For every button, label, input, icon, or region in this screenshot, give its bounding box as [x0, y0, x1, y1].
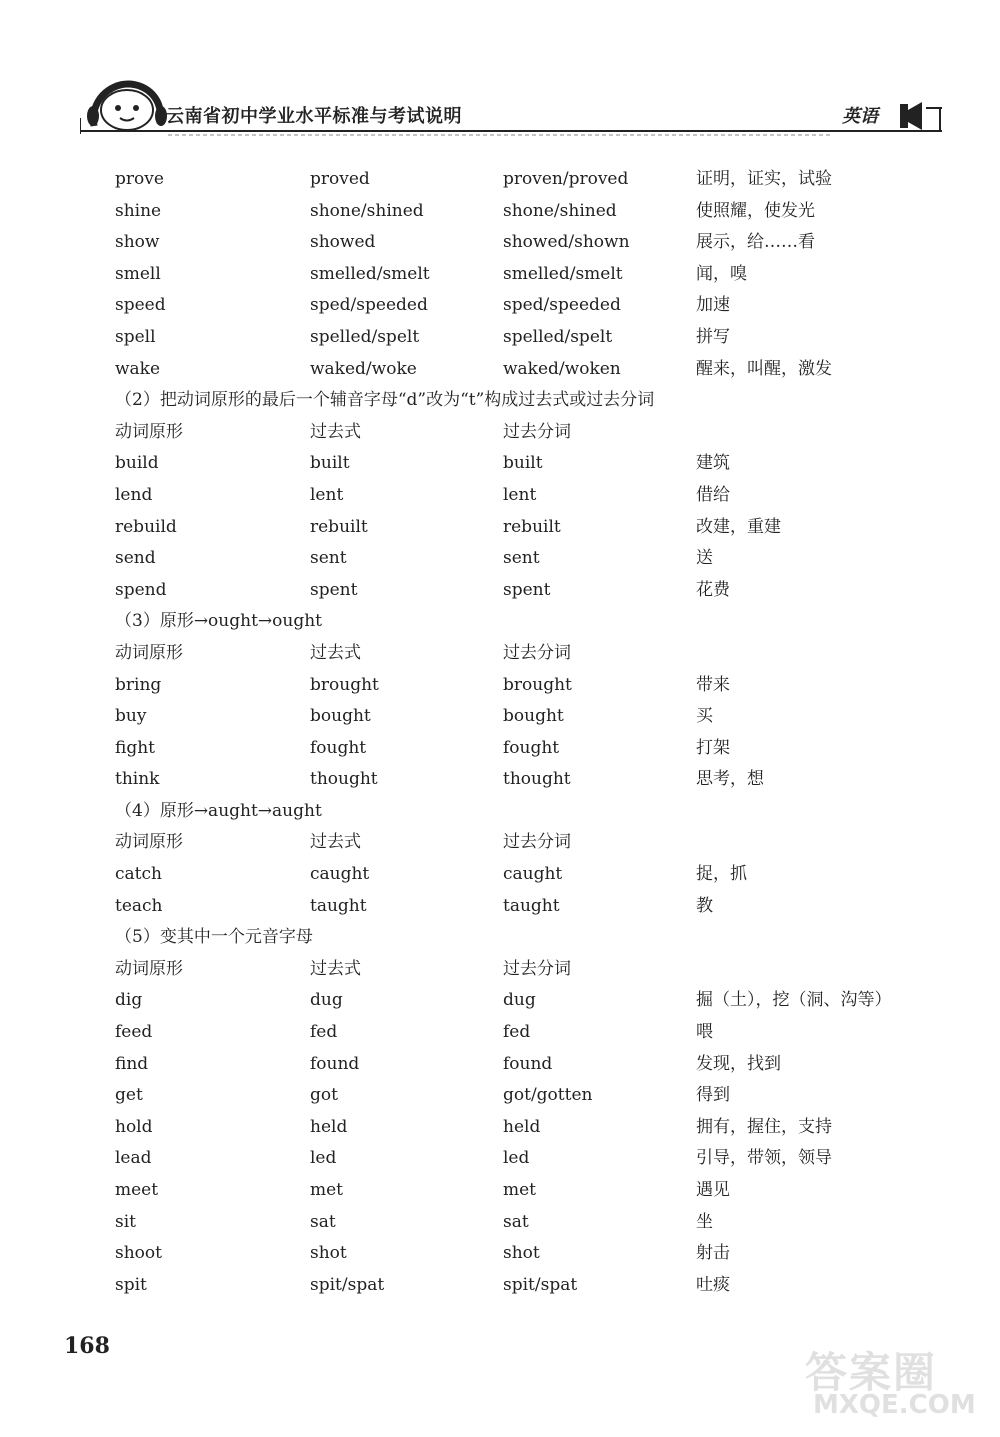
book-title: 云南省初中学业水平标准与考试说明: [166, 106, 462, 127]
column-header-row: [115, 827, 935, 859]
past-participle: bought: [503, 706, 564, 727]
table-row: [115, 891, 935, 923]
past-participle: thought: [503, 769, 571, 790]
base-form: speed: [115, 295, 166, 316]
meaning: 买: [696, 706, 713, 727]
past-tense: got: [310, 1085, 338, 1106]
table-row: [115, 859, 935, 891]
base-form: smell: [115, 263, 161, 284]
base-form: wake: [115, 358, 161, 379]
past-tense: rebuilt: [310, 516, 368, 537]
past-tense: 过去式: [310, 832, 361, 853]
subject-label: 英语: [842, 106, 878, 127]
table-row: [115, 480, 935, 512]
meaning: 送: [696, 548, 713, 569]
table-row: [115, 764, 935, 796]
base-form: dig: [115, 990, 143, 1011]
past-tense: brought: [310, 674, 379, 695]
past-tense: spent: [310, 579, 358, 600]
verb-table: [115, 164, 935, 1301]
meaning: 引导，带领，领导: [696, 1148, 832, 1169]
past-tense: sent: [310, 548, 347, 569]
meaning: 喂: [696, 1022, 713, 1043]
base-form: lend: [115, 484, 153, 505]
past-tense: built: [310, 453, 350, 474]
meaning: 闻，嗅: [696, 263, 747, 284]
section-text: （3）原形→ought→ought: [115, 611, 322, 632]
section-text: （5）变其中一个元音字母: [115, 927, 313, 948]
past-participle: waked/woken: [503, 358, 621, 379]
past-participle: fought: [503, 737, 560, 758]
past-participle: sent: [503, 548, 540, 569]
past-participle: brought: [503, 674, 572, 695]
column-header-row: [115, 954, 935, 986]
meaning: 借给: [696, 484, 730, 505]
past-participle: shot: [503, 1243, 540, 1264]
past-participle: sped/speeded: [503, 295, 621, 316]
past-tense: 过去式: [310, 421, 361, 442]
past-participle: built: [503, 453, 543, 474]
base-form: build: [115, 453, 159, 474]
base-form: show: [115, 232, 160, 253]
past-participle: got/gotten: [503, 1085, 593, 1106]
past-participle: 过去分词: [503, 958, 571, 979]
table-row: [115, 512, 935, 544]
past-tense: sped/speeded: [310, 295, 428, 316]
meaning: 教: [696, 895, 713, 916]
base-form: spit: [115, 1274, 147, 1295]
base-form: bring: [115, 674, 162, 695]
past-participle: dug: [503, 990, 536, 1011]
base-form: feed: [115, 1022, 153, 1043]
speaker-icon: [900, 102, 942, 131]
past-participle: caught: [503, 864, 563, 885]
section-title: [115, 796, 935, 828]
meaning: 得到: [696, 1085, 730, 1106]
past-participle: smelled/smelt: [503, 263, 623, 284]
past-participle: spent: [503, 579, 551, 600]
table-row: [115, 1112, 935, 1144]
base-form: 动词原形: [115, 421, 183, 442]
past-tense: showed: [310, 232, 376, 253]
base-form: shoot: [115, 1243, 162, 1264]
meaning: 拥有，握住，支持: [696, 1116, 832, 1137]
past-participle: 过去分词: [503, 642, 571, 663]
section-text: （4）原形→aught→aught: [115, 800, 322, 821]
base-form: buy: [115, 706, 147, 727]
base-form: 动词原形: [115, 642, 183, 663]
table-row: [115, 448, 935, 480]
meaning: 证明，证实，试验: [696, 169, 832, 189]
table-row: [115, 1207, 935, 1239]
base-form: send: [115, 548, 156, 569]
past-participle: spelled/spelt: [503, 326, 613, 347]
past-participle: spit/spat: [503, 1274, 578, 1295]
base-form: teach: [115, 895, 163, 916]
table-row: [115, 733, 935, 765]
table-row: [115, 164, 935, 196]
table-row: [115, 322, 935, 354]
meaning: 改建，重建: [696, 516, 781, 537]
past-tense: thought: [310, 769, 378, 790]
past-tense: fed: [310, 1022, 338, 1043]
past-tense: shone/shined: [310, 200, 424, 221]
past-participle: led: [503, 1148, 530, 1169]
meaning: 吐痰: [696, 1274, 730, 1295]
meaning: 展示，给……看: [696, 232, 815, 253]
past-participle: showed/shown: [503, 232, 630, 253]
base-form: fight: [115, 737, 156, 758]
column-header-row: [115, 417, 935, 449]
past-participle: lent: [503, 484, 537, 505]
past-participle: shone/shined: [503, 200, 617, 221]
meaning: 建筑: [696, 453, 730, 474]
base-form: get: [115, 1085, 143, 1106]
base-form: think: [115, 769, 160, 790]
past-participle: rebuilt: [503, 516, 561, 537]
base-form: prove: [115, 169, 164, 189]
past-tense: held: [310, 1116, 348, 1137]
base-form: shine: [115, 200, 162, 221]
mascot-icon: [87, 84, 167, 130]
meaning: 花费: [696, 579, 730, 600]
table-row: [115, 1143, 935, 1175]
meaning: 遇见: [696, 1180, 730, 1200]
meaning: 带来: [696, 674, 730, 695]
base-form: spell: [115, 326, 156, 347]
section-text: （2）把动词原形的最后一个辅音字母“d”改为“t”构成过去式或过去分词: [115, 390, 655, 411]
page-header: [80, 78, 942, 138]
past-participle: sat: [503, 1211, 529, 1232]
past-tense: 过去式: [310, 642, 361, 663]
past-tense: proved: [310, 169, 370, 189]
base-form: 动词原形: [115, 958, 183, 979]
meaning: 发现，找到: [696, 1053, 781, 1074]
table-row: [115, 259, 935, 291]
past-tense: fought: [310, 737, 367, 758]
past-tense: found: [310, 1053, 360, 1074]
past-tense: lent: [310, 484, 344, 505]
meaning: 坐: [696, 1211, 713, 1232]
column-header-row: [115, 638, 935, 670]
table-row: [115, 196, 935, 228]
meaning: 掘（土），挖（洞、沟等）: [696, 990, 892, 1011]
base-form: catch: [115, 864, 162, 885]
table-row: [115, 575, 935, 607]
table-row: [115, 354, 935, 386]
section-title: [115, 606, 935, 638]
past-tense: smelled/smelt: [310, 263, 430, 284]
meaning: 捉，抓: [696, 864, 747, 885]
past-tense: sat: [310, 1211, 336, 1232]
table-row: [115, 1080, 935, 1112]
page-number: 168: [64, 1333, 110, 1359]
watermark-line2: MXQE.COM: [813, 1390, 976, 1420]
base-form: hold: [115, 1116, 153, 1137]
past-tense: bought: [310, 706, 371, 727]
table-row: [115, 543, 935, 575]
table-row: [115, 1049, 935, 1081]
meaning: 使照耀，使发光: [696, 200, 815, 221]
base-form: find: [115, 1053, 149, 1074]
past-tense: spelled/spelt: [310, 326, 420, 347]
past-participle: 过去分词: [503, 832, 571, 853]
base-form: lead: [115, 1148, 152, 1169]
table-row: [115, 290, 935, 322]
table-row: [115, 1017, 935, 1049]
table-row: [115, 985, 935, 1017]
past-participle: proven/proved: [503, 169, 629, 189]
meaning: 打架: [696, 737, 730, 758]
table-row: [115, 701, 935, 733]
past-participle: fed: [503, 1022, 531, 1043]
meaning: 拼写: [696, 326, 730, 347]
past-tense: shot: [310, 1243, 347, 1264]
table-row: [115, 670, 935, 702]
meaning: 思考，想: [696, 769, 764, 790]
base-form: meet: [115, 1180, 159, 1200]
base-form: sit: [115, 1211, 136, 1232]
base-form: 动词原形: [115, 832, 183, 853]
base-form: spend: [115, 579, 167, 600]
table-row: [115, 1175, 935, 1207]
table-row: [115, 1270, 935, 1302]
past-tense: led: [310, 1148, 337, 1169]
past-tense: waked/woke: [310, 358, 417, 379]
past-participle: 过去分词: [503, 421, 571, 442]
past-tense: taught: [310, 895, 367, 916]
past-participle: met: [503, 1180, 537, 1200]
past-tense: 过去式: [310, 958, 361, 979]
section-title: [115, 385, 935, 417]
watermark: [765, 1340, 995, 1435]
past-tense: dug: [310, 990, 343, 1011]
table-row: [115, 1238, 935, 1270]
past-tense: met: [310, 1180, 344, 1200]
past-tense: spit/spat: [310, 1274, 385, 1295]
watermark-line1: 答案圈: [805, 1348, 938, 1397]
table-row: [115, 227, 935, 259]
past-tense: caught: [310, 864, 370, 885]
meaning: 加速: [696, 295, 730, 316]
past-participle: taught: [503, 895, 560, 916]
past-participle: held: [503, 1116, 541, 1137]
meaning: 醒来，叫醒，激发: [696, 358, 832, 379]
base-form: rebuild: [115, 516, 177, 537]
section-title: [115, 922, 935, 954]
past-participle: found: [503, 1053, 553, 1074]
meaning: 射击: [696, 1243, 730, 1264]
